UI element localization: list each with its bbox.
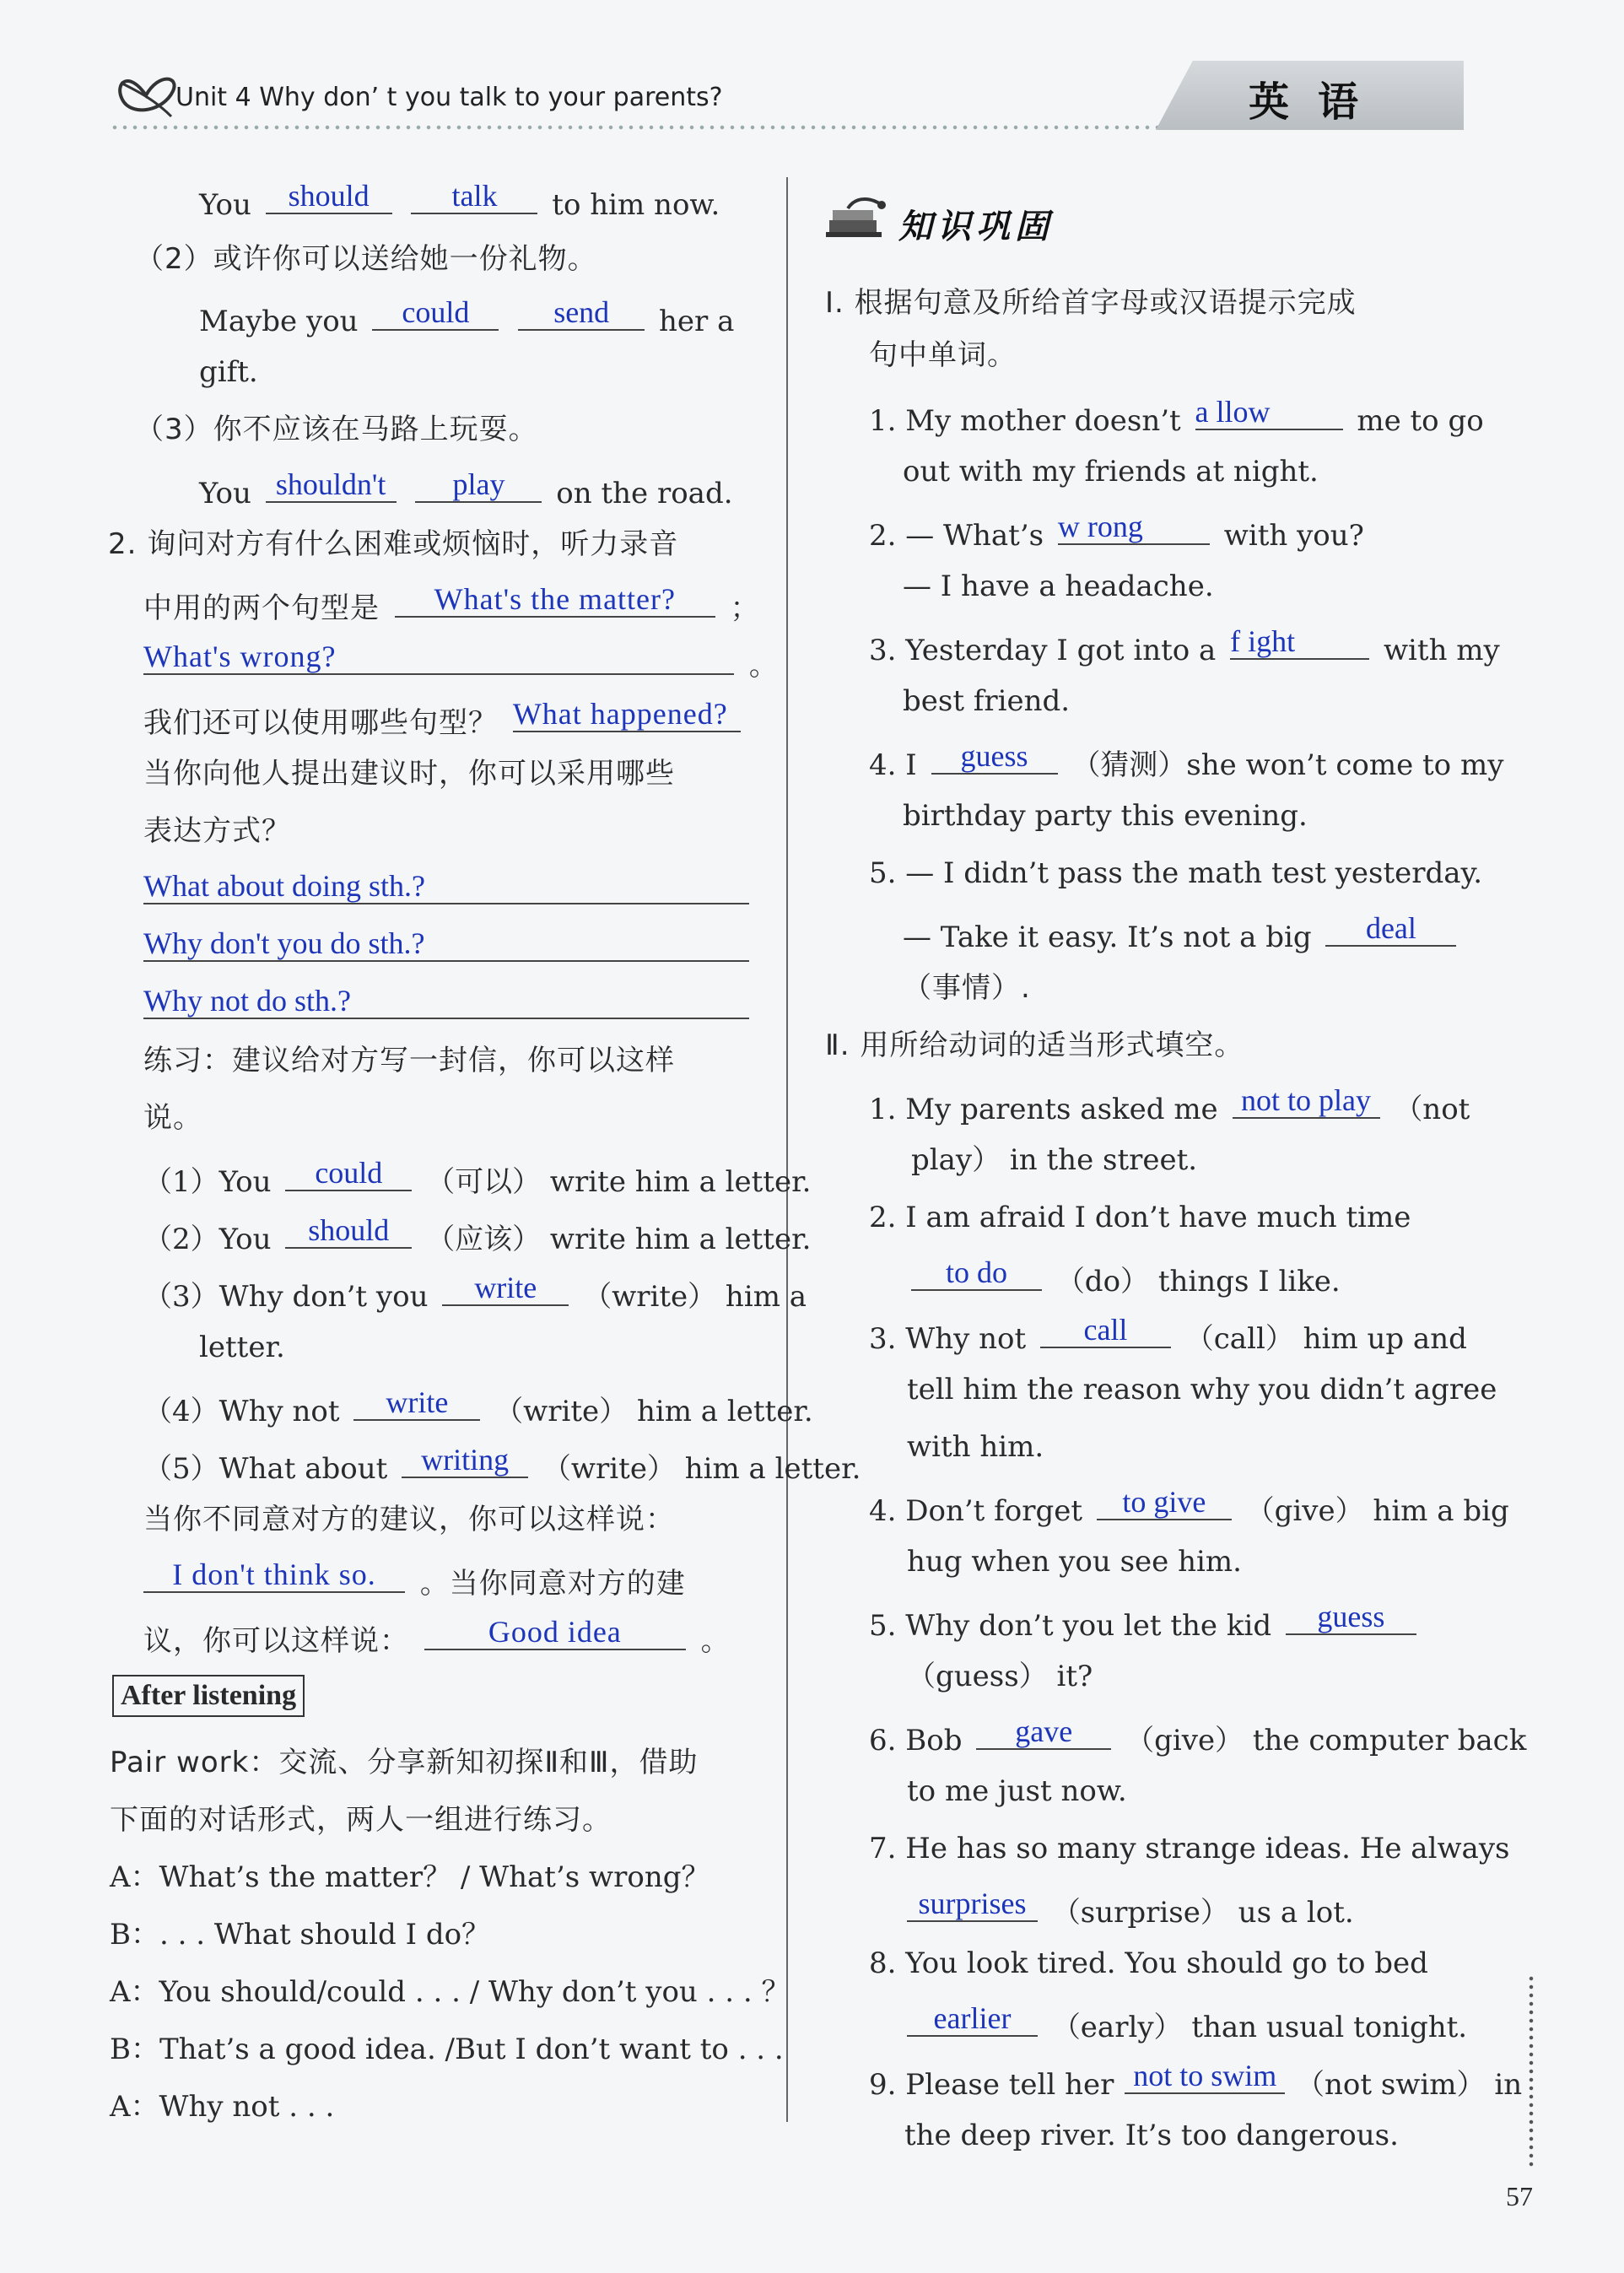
left-line-26: 议，你可以这样说： Good idea 。 [143, 1615, 731, 1658]
answer-blank[interactable]: write [353, 1390, 480, 1421]
ex2-item-6: 6. Bob gave （give） the computer back [869, 1714, 1527, 1757]
left-line-18: （1）You could （可以） write him a letter. [143, 1156, 812, 1199]
unit-logo-icon [112, 66, 180, 125]
part1-title-1: Ⅰ. 根据句意及所给首字母或汉语提示完成 [825, 286, 1357, 320]
ex1-item-5-hint: （事情）. [903, 971, 1031, 1005]
unit-title: Unit 4 Why don’ t you talk to your parents? [175, 83, 723, 112]
answer-blank[interactable]: I don't think so. [143, 1563, 405, 1593]
answer-blank[interactable]: Why don't you do sth.? [143, 931, 749, 962]
left-line-13 [143, 869, 754, 910]
answer-blank[interactable]: could [372, 300, 499, 331]
ex2-item-3-cont: tell him the reason why you didn’t agree [907, 1373, 1497, 1406]
left-line-3: Maybe you could send her a [199, 295, 735, 338]
answer-blank[interactable]: should [285, 1218, 412, 1249]
left-line-22: （4）Why not write （write） him a letter. [143, 1385, 813, 1428]
answer-blank[interactable]: shouldn't [266, 472, 397, 503]
section-heading [823, 190, 1101, 251]
left-line-20: （3）Why don’t you write （write） him a [143, 1271, 807, 1314]
answer-blank[interactable]: What about doing sth.? [143, 874, 749, 904]
left-line-6: You shouldn't play on the road. [199, 467, 733, 510]
left-line-21: letter. [199, 1331, 285, 1364]
ex2-item-8: 8. You look tired. You should go to bed [869, 1946, 1428, 1980]
answer-blank[interactable]: f ight [1230, 629, 1369, 660]
left-line-17: 说。 [143, 1101, 202, 1135]
ex1-item-2: 2. — What’s w rong with you? [869, 510, 1364, 553]
left-line-16: 练习：建议给对方写一封信，你可以这样 [143, 1044, 675, 1077]
margin-dots [1529, 1974, 1534, 2168]
answer-blank[interactable]: could [285, 1161, 412, 1191]
ex1-item-4: 4. I guess （猜测）she won’t come to my [869, 739, 1504, 782]
left-line-15 [143, 984, 754, 1024]
ex1-item-5: 5. — I didn’t pass the math test yesterday. [869, 856, 1483, 890]
left-line-11: 当你向他人提出建议时，你可以采用哪些 [143, 757, 675, 791]
ex1-item-3-cont: best friend. [903, 684, 1071, 718]
answer-blank[interactable]: not to play [1233, 1088, 1380, 1119]
ex2-item-1-cont: play） in the street. [911, 1143, 1198, 1177]
ex2-item-2: 2. I am afraid I don’t have much time [869, 1201, 1411, 1234]
ex2-item-2-cont: to do （do） things I like. [911, 1261, 1341, 1296]
dialogue-line-3: A：You should/could . . . / Why don’t you . . . ？ [110, 1975, 790, 2009]
answer-blank[interactable]: What's wrong? [143, 645, 734, 675]
answer-blank[interactable]: gave [976, 1720, 1111, 1750]
answer-blank[interactable]: deal [1325, 916, 1456, 947]
ex2-item-5: 5. Why don’t you let the kid guess [869, 1605, 1422, 1640]
answer-blank[interactable]: What happened? [513, 702, 741, 732]
answer-blank[interactable]: Why not do sth.? [143, 989, 749, 1019]
left-line-10: 我们还可以使用哪些句型？ What happened? [143, 702, 746, 737]
left-line-8: 中用的两个句型是 What's the matter? ； [143, 582, 760, 625]
left-line-25: I don't think so. 。当你同意对方的建 [143, 1563, 686, 1598]
left-line-1: You should talk to him now. [199, 179, 720, 222]
answer-blank[interactable]: call [1040, 1318, 1171, 1348]
left-line-12: 表达方式？ [143, 814, 291, 848]
left-line-23: （5）What about writing （write） him a letter. [143, 1443, 861, 1486]
ex1-item-1-cont: out with my friends at night. [903, 455, 1319, 489]
page-number: 57 [1506, 2181, 1533, 2211]
ex2-item-9: 9. Please tell her not to swim （not swim） in [869, 2059, 1523, 2102]
answer-blank[interactable]: What's the matter? [395, 587, 715, 618]
ex2-item-5-cont: （guess） it? [907, 1660, 1093, 1693]
books-icon [823, 195, 890, 246]
ex2-item-3-cont2: with him. [907, 1430, 1044, 1464]
ex2-item-7: 7. He has so many strange ideas. He always [869, 1832, 1510, 1865]
dialogue-line-4: B：That’s a good idea. /But I don’t want to . . . [110, 2033, 784, 2066]
dialogue-line-1: A：What’s the matter？ / What’s wrong？ [110, 1860, 710, 1894]
answer-blank[interactable]: send [518, 300, 645, 331]
left-line-14 [143, 926, 754, 967]
answer-blank[interactable]: should [266, 184, 392, 214]
ex1-item-2-cont: — I have a headache. [903, 570, 1214, 603]
left-line-19: （2）You should （应该） write him a letter. [143, 1213, 812, 1256]
left-line-2: （2）或许你可以送给她一份礼物。 [135, 242, 597, 276]
answer-blank[interactable]: writing [402, 1448, 528, 1478]
left-line-5: （3）你不应该在马路上玩耍。 [135, 413, 538, 446]
answer-blank[interactable]: guess [931, 744, 1058, 775]
header-dotted-rule [110, 123, 1164, 132]
dialogue-line-2: B：. . . What should I do？ [110, 1918, 491, 1952]
ex1-item-5-cont: — Take it easy. It’s not a big deal [903, 916, 1461, 952]
answer-blank[interactable]: Good idea [424, 1620, 686, 1650]
after-listening-label: After listening [112, 1675, 305, 1717]
left-line-7: 2. 询问对方有什么困难或烦恼时，听力录音 [108, 527, 679, 561]
ex2-item-1: 1. My parents asked me not to play （not [869, 1083, 1470, 1126]
section-title: 知识巩固 [898, 208, 1054, 246]
left-line-9: What's wrong? 。 [143, 640, 779, 683]
answer-blank[interactable]: to do [911, 1261, 1042, 1291]
answer-blank[interactable]: a llow [1195, 400, 1343, 430]
left-line-24: 当你不同意对方的建议，你可以这样说： [143, 1503, 675, 1536]
answer-blank[interactable]: surprises [907, 1892, 1038, 1922]
ex2-item-9-cont: the deep river. It’s too dangerous. [904, 2119, 1399, 2152]
answer-blank[interactable]: play [415, 472, 542, 503]
answer-blank[interactable]: earlier [907, 2006, 1038, 2037]
answer-blank[interactable]: talk [411, 184, 537, 214]
ex2-item-7-cont: surprises （surprise） us a lot. [907, 1892, 1354, 1927]
answer-blank[interactable]: w rong [1058, 515, 1210, 545]
part1-title-2: 句中单词。 [869, 338, 1017, 372]
subject-label: 英语 [1249, 78, 1388, 126]
part2-title: Ⅱ. 用所给动词的适当形式填空。 [825, 1029, 1244, 1062]
ex2-item-4-cont: hug when you see him. [907, 1545, 1242, 1579]
ex1-item-4-cont: birthday party this evening. [903, 799, 1308, 833]
answer-blank[interactable]: write [442, 1276, 569, 1306]
answer-blank[interactable]: not to swim [1125, 2064, 1285, 2094]
column-divider [786, 177, 788, 2122]
ex2-item-3: 3. Why not call （call） him up and [869, 1313, 1467, 1356]
dialogue-line-5: A：Why not . . . [110, 2090, 335, 2124]
ex1-item-3: 3. Yesterday I got into a f ight with my [869, 624, 1500, 667]
answer-blank[interactable]: guess [1286, 1605, 1416, 1635]
answer-blank[interactable]: to give [1097, 1490, 1232, 1520]
left-line-28: 下面的对话形式，两人一组进行练习。 [110, 1803, 612, 1837]
ex2-item-4: 4. Don’t forget to give （give） him a big [869, 1485, 1509, 1528]
left-line-4: gift. [199, 355, 258, 389]
ex1-item-1: 1. My mother doesn’t a llow me to go [869, 395, 1484, 438]
left-line-27: Pair work：交流、分享新知初探Ⅱ和Ⅲ，借助 [110, 1746, 699, 1779]
ex2-item-8-cont: earlier （early） than usual tonight. [907, 2006, 1467, 2042]
ex2-item-6-cont: to me just now. [907, 1774, 1127, 1808]
